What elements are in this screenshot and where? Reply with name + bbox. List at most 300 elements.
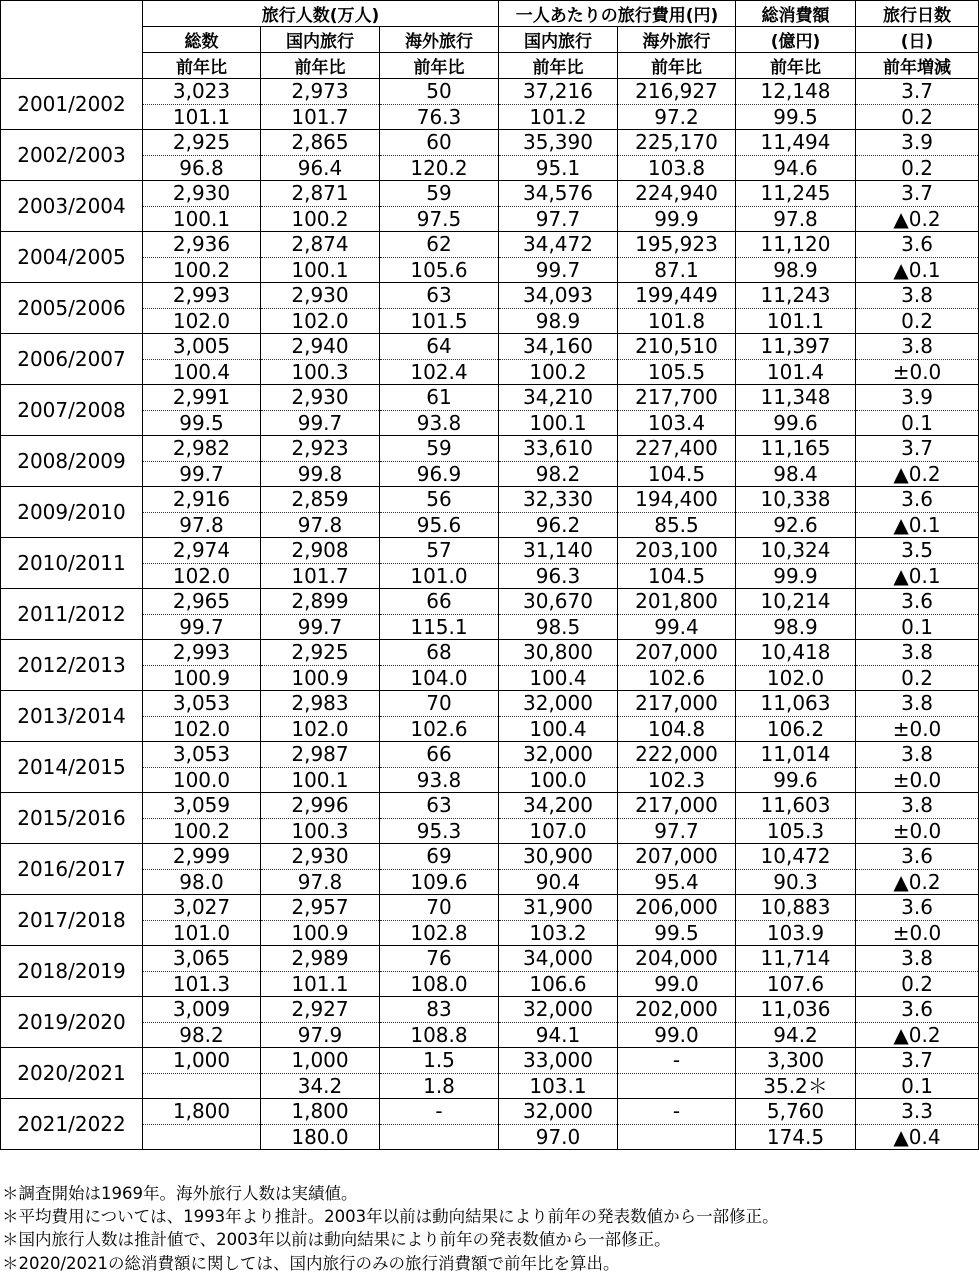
value-cell-cost-dom: 34,200 bbox=[499, 793, 618, 819]
value-cell-total-yoy: 99.7 bbox=[143, 615, 261, 640]
value-cell-cost-dom-yoy: 96.3 bbox=[499, 564, 618, 589]
header-col-cost-domestic: 国内旅行 bbox=[499, 27, 618, 53]
footnote: ＊調査開始は1969年。海外旅行人数は実績値。 bbox=[2, 1184, 358, 1203]
value-cell-cost-ovs: 201,800 bbox=[618, 589, 736, 615]
value-cell-cost-dom-yoy: 96.2 bbox=[499, 513, 618, 538]
year-cell: 2020/2021 bbox=[1, 1048, 143, 1099]
value-cell-domestic: 2,865 bbox=[261, 130, 380, 156]
table-row bbox=[1, 819, 979, 844]
value-cell-cost-ovs-yoy: 85.5 bbox=[618, 513, 736, 538]
table-row bbox=[1, 844, 979, 870]
table-row bbox=[1, 615, 979, 640]
value-cell-total: 2,916 bbox=[143, 487, 261, 513]
value-cell-ovs-yoy: 108.0 bbox=[380, 972, 499, 997]
value-cell-overseas: 69 bbox=[380, 844, 499, 870]
value-cell-dom-yoy: 101.7 bbox=[261, 564, 380, 589]
value-cell-cost-dom: 32,330 bbox=[499, 487, 618, 513]
value-cell-total: 3,059 bbox=[143, 793, 261, 819]
value-cell-spending-yoy: 92.6 bbox=[736, 513, 856, 538]
value-cell-total: 2,993 bbox=[143, 283, 261, 309]
table-row bbox=[1, 538, 979, 564]
value-cell-ovs-yoy: 101.0 bbox=[380, 564, 499, 589]
header-col-overseas: 海外旅行 bbox=[380, 27, 499, 53]
value-cell-total-yoy: 99.5 bbox=[143, 411, 261, 436]
value-cell-domestic: 2,930 bbox=[261, 283, 380, 309]
table-row bbox=[1, 181, 979, 207]
table-row bbox=[1, 309, 979, 334]
value-cell-spending: 11,714 bbox=[736, 946, 856, 972]
value-cell-spending: 11,397 bbox=[736, 334, 856, 360]
value-cell-spending-yoy: 90.3 bbox=[736, 870, 856, 895]
value-cell-overseas: 56 bbox=[380, 487, 499, 513]
value-cell-cost-ovs-yoy: 99.0 bbox=[618, 972, 736, 997]
value-cell-domestic: 2,957 bbox=[261, 895, 380, 921]
value-cell-cost-ovs: 217,000 bbox=[618, 691, 736, 717]
value-cell-total-yoy: 98.0 bbox=[143, 870, 261, 895]
table-row bbox=[1, 513, 979, 538]
value-cell-spending: 11,165 bbox=[736, 436, 856, 462]
value-cell-overseas: 63 bbox=[380, 793, 499, 819]
value-cell-spending-yoy: 106.2 bbox=[736, 717, 856, 742]
value-cell-overseas: - bbox=[380, 1099, 499, 1125]
value-cell-total: 2,993 bbox=[143, 640, 261, 666]
value-cell-spending-yoy: 98.9 bbox=[736, 258, 856, 283]
value-cell-total-yoy: 102.0 bbox=[143, 309, 261, 334]
year-cell: 2004/2005 bbox=[1, 232, 143, 283]
value-cell-cost-dom: 30,900 bbox=[499, 844, 618, 870]
year-cell: 2019/2020 bbox=[1, 997, 143, 1048]
value-cell-cost-ovs-yoy: 97.2 bbox=[618, 105, 736, 130]
value-cell-total: 3,005 bbox=[143, 334, 261, 360]
header-days-unit: (日) bbox=[856, 27, 979, 53]
value-cell-domestic: 2,927 bbox=[261, 997, 380, 1023]
value-cell-days: 3.8 bbox=[856, 334, 979, 360]
value-cell-domestic: 2,973 bbox=[261, 79, 380, 105]
year-cell: 2002/2003 bbox=[1, 130, 143, 181]
value-cell-total-yoy: 96.8 bbox=[143, 156, 261, 181]
value-cell-total-yoy: 98.2 bbox=[143, 1023, 261, 1048]
header-travel-days: 旅行日数 bbox=[856, 1, 979, 27]
value-cell-dom-yoy: 99.7 bbox=[261, 411, 380, 436]
value-cell-days: 3.8 bbox=[856, 946, 979, 972]
value-cell-ovs-yoy: 104.0 bbox=[380, 666, 499, 691]
value-cell-cost-dom-yoy: 97.0 bbox=[499, 1125, 618, 1150]
year-cell: 2009/2010 bbox=[1, 487, 143, 538]
table-row bbox=[1, 258, 979, 283]
value-cell-dom-yoy: 99.7 bbox=[261, 615, 380, 640]
value-cell-cost-dom: 30,670 bbox=[499, 589, 618, 615]
value-cell-cost-ovs-yoy: 99.9 bbox=[618, 207, 736, 232]
value-cell-spending: 11,245 bbox=[736, 181, 856, 207]
value-cell-dom-yoy: 100.2 bbox=[261, 207, 380, 232]
year-cell: 2013/2014 bbox=[1, 691, 143, 742]
table-row bbox=[1, 1048, 979, 1074]
value-cell-cost-dom: 32,000 bbox=[499, 742, 618, 768]
value-cell-cost-ovs-yoy: 102.6 bbox=[618, 666, 736, 691]
value-cell-cost-ovs-yoy: 104.5 bbox=[618, 462, 736, 487]
value-cell-domestic: 2,871 bbox=[261, 181, 380, 207]
value-cell-cost-ovs: 217,000 bbox=[618, 793, 736, 819]
value-cell-total-yoy: 100.1 bbox=[143, 207, 261, 232]
value-cell-cost-ovs: 222,000 bbox=[618, 742, 736, 768]
value-cell-days-change: ±0.0 bbox=[856, 921, 979, 946]
value-cell-cost-ovs: 207,000 bbox=[618, 640, 736, 666]
value-cell-total-yoy: 100.0 bbox=[143, 768, 261, 793]
value-cell-cost-dom: 33,610 bbox=[499, 436, 618, 462]
value-cell-ovs-yoy: 1.8 bbox=[380, 1074, 499, 1099]
value-cell-ovs-yoy: 108.8 bbox=[380, 1023, 499, 1048]
value-cell-cost-ovs-yoy: 99.0 bbox=[618, 1023, 736, 1048]
value-cell-cost-dom-yoy: 103.2 bbox=[499, 921, 618, 946]
footnotes bbox=[2, 1182, 977, 1275]
corner-cell bbox=[1, 1, 143, 79]
table-row bbox=[1, 360, 979, 385]
value-cell-ovs-yoy bbox=[380, 1125, 499, 1150]
header-col-cost-overseas: 海外旅行 bbox=[618, 27, 736, 53]
value-cell-cost-dom: 30,800 bbox=[499, 640, 618, 666]
value-cell-spending: 10,418 bbox=[736, 640, 856, 666]
value-cell-days: 3.6 bbox=[856, 589, 979, 615]
year-cell: 2018/2019 bbox=[1, 946, 143, 997]
value-cell-ovs-yoy: 102.6 bbox=[380, 717, 499, 742]
value-cell-days-change: ▲0.1 bbox=[856, 564, 979, 589]
table-row bbox=[1, 946, 979, 972]
value-cell-cost-dom-yoy: 90.4 bbox=[499, 870, 618, 895]
value-cell-days: 3.6 bbox=[856, 895, 979, 921]
value-cell-cost-ovs: 202,000 bbox=[618, 997, 736, 1023]
value-cell-total-yoy: 101.3 bbox=[143, 972, 261, 997]
value-cell-cost-dom-yoy: 98.9 bbox=[499, 309, 618, 334]
value-cell-ovs-yoy: 76.3 bbox=[380, 105, 499, 130]
header-travelers: 旅行人数(万人) bbox=[143, 1, 499, 27]
value-cell-spending-yoy: 99.6 bbox=[736, 768, 856, 793]
value-cell-total-yoy: 99.7 bbox=[143, 462, 261, 487]
header-yoy: 前年比 bbox=[261, 53, 380, 79]
value-cell-cost-ovs: - bbox=[618, 1099, 736, 1125]
value-cell-total: 1,800 bbox=[143, 1099, 261, 1125]
header-yoy: 前年比 bbox=[618, 53, 736, 79]
value-cell-days-change: 0.2 bbox=[856, 666, 979, 691]
value-cell-spending: 12,148 bbox=[736, 79, 856, 105]
value-cell-days: 3.8 bbox=[856, 742, 979, 768]
value-cell-days: 3.8 bbox=[856, 640, 979, 666]
value-cell-dom-yoy: 97.8 bbox=[261, 870, 380, 895]
value-cell-total-yoy: 101.0 bbox=[143, 921, 261, 946]
value-cell-ovs-yoy: 96.9 bbox=[380, 462, 499, 487]
value-cell-total-yoy: 100.4 bbox=[143, 360, 261, 385]
value-cell-overseas: 1.5 bbox=[380, 1048, 499, 1074]
value-cell-spending-yoy: 98.4 bbox=[736, 462, 856, 487]
value-cell-spending: 11,120 bbox=[736, 232, 856, 258]
value-cell-overseas: 59 bbox=[380, 436, 499, 462]
value-cell-overseas: 66 bbox=[380, 589, 499, 615]
value-cell-total: 3,065 bbox=[143, 946, 261, 972]
value-cell-overseas: 60 bbox=[380, 130, 499, 156]
value-cell-cost-dom: 32,000 bbox=[499, 691, 618, 717]
value-cell-dom-yoy: 100.9 bbox=[261, 666, 380, 691]
value-cell-ovs-yoy: 93.8 bbox=[380, 411, 499, 436]
value-cell-days-change: ±0.0 bbox=[856, 819, 979, 844]
year-cell: 2007/2008 bbox=[1, 385, 143, 436]
table-row bbox=[1, 79, 979, 105]
value-cell-overseas: 70 bbox=[380, 691, 499, 717]
value-cell-total: 2,936 bbox=[143, 232, 261, 258]
value-cell-cost-ovs-yoy: 87.1 bbox=[618, 258, 736, 283]
header-yoy: 前年比 bbox=[143, 53, 261, 79]
header-yoy-change: 前年増減 bbox=[856, 53, 979, 79]
value-cell-overseas: 61 bbox=[380, 385, 499, 411]
table-row bbox=[1, 487, 979, 513]
value-cell-days-change: ▲0.2 bbox=[856, 462, 979, 487]
value-cell-dom-yoy: 102.0 bbox=[261, 717, 380, 742]
table-row bbox=[1, 411, 979, 436]
value-cell-spending: 10,338 bbox=[736, 487, 856, 513]
year-cell: 2014/2015 bbox=[1, 742, 143, 793]
value-cell-domestic: 2,996 bbox=[261, 793, 380, 819]
value-cell-cost-dom: 34,472 bbox=[499, 232, 618, 258]
value-cell-ovs-yoy: 109.6 bbox=[380, 870, 499, 895]
value-cell-cost-dom: 35,390 bbox=[499, 130, 618, 156]
value-cell-domestic: 2,940 bbox=[261, 334, 380, 360]
value-cell-days-change: ±0.0 bbox=[856, 360, 979, 385]
value-cell-domestic: 2,989 bbox=[261, 946, 380, 972]
value-cell-days: 3.6 bbox=[856, 487, 979, 513]
value-cell-domestic: 2,908 bbox=[261, 538, 380, 564]
value-cell-cost-ovs-yoy: 95.4 bbox=[618, 870, 736, 895]
value-cell-spending: 11,243 bbox=[736, 283, 856, 309]
table-row bbox=[1, 717, 979, 742]
table-row bbox=[1, 1125, 979, 1150]
value-cell-cost-ovs-yoy: 103.8 bbox=[618, 156, 736, 181]
year-cell: 2006/2007 bbox=[1, 334, 143, 385]
value-cell-total-yoy: 100.2 bbox=[143, 258, 261, 283]
value-cell-cost-dom: 34,576 bbox=[499, 181, 618, 207]
value-cell-dom-yoy: 97.9 bbox=[261, 1023, 380, 1048]
value-cell-total-yoy: 102.0 bbox=[143, 564, 261, 589]
value-cell-cost-dom-yoy: 100.4 bbox=[499, 717, 618, 742]
value-cell-spending: 10,472 bbox=[736, 844, 856, 870]
value-cell-cost-dom: 31,140 bbox=[499, 538, 618, 564]
value-cell-days: 3.9 bbox=[856, 385, 979, 411]
value-cell-total: 1,000 bbox=[143, 1048, 261, 1074]
value-cell-overseas: 66 bbox=[380, 742, 499, 768]
value-cell-spending-yoy: 94.2 bbox=[736, 1023, 856, 1048]
value-cell-days: 3.9 bbox=[856, 130, 979, 156]
value-cell-spending-yoy: 103.9 bbox=[736, 921, 856, 946]
value-cell-cost-dom-yoy: 100.1 bbox=[499, 411, 618, 436]
value-cell-overseas: 64 bbox=[380, 334, 499, 360]
value-cell-cost-dom: 34,210 bbox=[499, 385, 618, 411]
value-cell-domestic: 2,925 bbox=[261, 640, 380, 666]
value-cell-spending-yoy: 102.0 bbox=[736, 666, 856, 691]
value-cell-total: 2,991 bbox=[143, 385, 261, 411]
value-cell-ovs-yoy: 93.8 bbox=[380, 768, 499, 793]
table-row bbox=[1, 666, 979, 691]
value-cell-cost-ovs: 217,700 bbox=[618, 385, 736, 411]
value-cell-cost-ovs-yoy bbox=[618, 1074, 736, 1099]
table-row bbox=[1, 768, 979, 793]
header-yoy: 前年比 bbox=[736, 53, 856, 79]
table-row bbox=[1, 895, 979, 921]
value-cell-cost-dom-yoy: 103.1 bbox=[499, 1074, 618, 1099]
year-cell: 2003/2004 bbox=[1, 181, 143, 232]
value-cell-domestic: 2,930 bbox=[261, 385, 380, 411]
footnote: ＊国内旅行人数は推計値で、2003年以前は動向結果により前年の発表数値から一部修正。 bbox=[2, 1230, 671, 1250]
year-cell: 2001/2002 bbox=[1, 79, 143, 130]
value-cell-total-yoy bbox=[143, 1125, 261, 1150]
table-row bbox=[1, 334, 979, 360]
table-row bbox=[1, 283, 979, 309]
table-row bbox=[1, 1023, 979, 1048]
value-cell-days-change: 0.2 bbox=[856, 309, 979, 334]
header-spending-unit: (億円) bbox=[736, 27, 856, 53]
value-cell-ovs-yoy: 120.2 bbox=[380, 156, 499, 181]
value-cell-spending: 11,494 bbox=[736, 130, 856, 156]
value-cell-domestic: 2,874 bbox=[261, 232, 380, 258]
value-cell-overseas: 70 bbox=[380, 895, 499, 921]
value-cell-cost-dom: 37,216 bbox=[499, 79, 618, 105]
value-cell-spending: 11,036 bbox=[736, 997, 856, 1023]
value-cell-days-change: 0.2 bbox=[856, 972, 979, 997]
header-cost-per-person: 一人あたりの旅行費用(円) bbox=[499, 1, 736, 27]
value-cell-dom-yoy: 102.0 bbox=[261, 309, 380, 334]
value-cell-cost-dom-yoy: 100.4 bbox=[499, 666, 618, 691]
value-cell-dom-yoy: 101.1 bbox=[261, 972, 380, 997]
value-cell-overseas: 62 bbox=[380, 232, 499, 258]
value-cell-cost-dom: 34,000 bbox=[499, 946, 618, 972]
value-cell-overseas: 83 bbox=[380, 997, 499, 1023]
value-cell-spending: 10,324 bbox=[736, 538, 856, 564]
value-cell-days-change: ▲0.2 bbox=[856, 207, 979, 232]
value-cell-cost-ovs: 227,400 bbox=[618, 436, 736, 462]
table-row bbox=[1, 589, 979, 615]
value-cell-cost-dom-yoy: 98.5 bbox=[499, 615, 618, 640]
value-cell-days: 3.6 bbox=[856, 844, 979, 870]
header-yoy: 前年比 bbox=[499, 53, 618, 79]
footnote: ＊平均費用については、1993年より推計。2003年以前は動向結果により前年の発表数値から一部修正。 bbox=[2, 1207, 779, 1227]
value-cell-cost-dom-yoy: 94.1 bbox=[499, 1023, 618, 1048]
value-cell-days-change: 0.2 bbox=[856, 105, 979, 130]
value-cell-total: 3,027 bbox=[143, 895, 261, 921]
value-cell-cost-ovs-yoy: 99.4 bbox=[618, 615, 736, 640]
year-cell: 2021/2022 bbox=[1, 1099, 143, 1150]
value-cell-dom-yoy: 96.4 bbox=[261, 156, 380, 181]
value-cell-total: 3,053 bbox=[143, 742, 261, 768]
value-cell-spending: 5,760 bbox=[736, 1099, 856, 1125]
value-cell-cost-ovs-yoy: 99.5 bbox=[618, 921, 736, 946]
value-cell-days-change: 0.1 bbox=[856, 1074, 979, 1099]
value-cell-cost-dom-yoy: 101.2 bbox=[499, 105, 618, 130]
value-cell-cost-ovs-yoy: 105.5 bbox=[618, 360, 736, 385]
value-cell-ovs-yoy: 95.6 bbox=[380, 513, 499, 538]
table-row bbox=[1, 130, 979, 156]
value-cell-spending-yoy: 99.6 bbox=[736, 411, 856, 436]
year-cell: 2015/2016 bbox=[1, 793, 143, 844]
value-cell-days: 3.3 bbox=[856, 1099, 979, 1125]
value-cell-total-yoy: 100.9 bbox=[143, 666, 261, 691]
value-cell-days-change: ±0.0 bbox=[856, 768, 979, 793]
value-cell-dom-yoy: 100.3 bbox=[261, 819, 380, 844]
value-cell-domestic: 1,800 bbox=[261, 1099, 380, 1125]
value-cell-cost-ovs: 207,000 bbox=[618, 844, 736, 870]
value-cell-spending-yoy: 94.6 bbox=[736, 156, 856, 181]
value-cell-days-change: 0.1 bbox=[856, 615, 979, 640]
header-col-domestic: 国内旅行 bbox=[261, 27, 380, 53]
value-cell-domestic: 2,930 bbox=[261, 844, 380, 870]
value-cell-overseas: 59 bbox=[380, 181, 499, 207]
value-cell-spending: 11,063 bbox=[736, 691, 856, 717]
table-row bbox=[1, 997, 979, 1023]
value-cell-overseas: 50 bbox=[380, 79, 499, 105]
value-cell-overseas: 63 bbox=[380, 283, 499, 309]
value-cell-total: 3,023 bbox=[143, 79, 261, 105]
value-cell-cost-ovs-yoy: 102.3 bbox=[618, 768, 736, 793]
value-cell-ovs-yoy: 101.5 bbox=[380, 309, 499, 334]
year-cell: 2016/2017 bbox=[1, 844, 143, 895]
value-cell-days: 3.7 bbox=[856, 1048, 979, 1074]
value-cell-days: 3.8 bbox=[856, 691, 979, 717]
value-cell-cost-dom: 34,160 bbox=[499, 334, 618, 360]
value-cell-days-change: ▲0.2 bbox=[856, 1023, 979, 1048]
value-cell-cost-dom-yoy: 107.0 bbox=[499, 819, 618, 844]
value-cell-domestic: 1,000 bbox=[261, 1048, 380, 1074]
value-cell-spending-yoy: 98.9 bbox=[736, 615, 856, 640]
table-row bbox=[1, 640, 979, 666]
value-cell-spending-yoy: 35.2＊ bbox=[736, 1074, 856, 1099]
value-cell-domestic: 2,899 bbox=[261, 589, 380, 615]
year-cell: 2010/2011 bbox=[1, 538, 143, 589]
value-cell-cost-ovs-yoy: 104.8 bbox=[618, 717, 736, 742]
value-cell-days-change: 0.1 bbox=[856, 411, 979, 436]
value-cell-spending: 11,348 bbox=[736, 385, 856, 411]
value-cell-spending-yoy: 101.1 bbox=[736, 309, 856, 334]
value-cell-ovs-yoy: 105.6 bbox=[380, 258, 499, 283]
value-cell-days-change: ▲0.1 bbox=[856, 513, 979, 538]
value-cell-cost-ovs-yoy: 103.4 bbox=[618, 411, 736, 436]
value-cell-spending: 10,883 bbox=[736, 895, 856, 921]
value-cell-cost-ovs: 225,170 bbox=[618, 130, 736, 156]
value-cell-days-change: ▲0.2 bbox=[856, 870, 979, 895]
value-cell-spending-yoy: 105.3 bbox=[736, 819, 856, 844]
value-cell-cost-dom-yoy: 99.7 bbox=[499, 258, 618, 283]
value-cell-dom-yoy: 101.7 bbox=[261, 105, 380, 130]
value-cell-dom-yoy: 100.3 bbox=[261, 360, 380, 385]
value-cell-cost-ovs: 224,940 bbox=[618, 181, 736, 207]
value-cell-days-change: ▲0.1 bbox=[856, 258, 979, 283]
value-cell-total: 2,930 bbox=[143, 181, 261, 207]
value-cell-spending: 10,214 bbox=[736, 589, 856, 615]
header-yoy: 前年比 bbox=[380, 53, 499, 79]
value-cell-dom-yoy: 180.0 bbox=[261, 1125, 380, 1150]
value-cell-total-yoy: 97.8 bbox=[143, 513, 261, 538]
value-cell-ovs-yoy: 97.5 bbox=[380, 207, 499, 232]
value-cell-days: 3.5 bbox=[856, 538, 979, 564]
value-cell-total: 2,925 bbox=[143, 130, 261, 156]
value-cell-total: 2,982 bbox=[143, 436, 261, 462]
value-cell-spending-yoy: 97.8 bbox=[736, 207, 856, 232]
table-row bbox=[1, 742, 979, 768]
year-cell: 2011/2012 bbox=[1, 589, 143, 640]
value-cell-cost-ovs: 210,510 bbox=[618, 334, 736, 360]
value-cell-spending: 11,603 bbox=[736, 793, 856, 819]
value-cell-dom-yoy: 34.2 bbox=[261, 1074, 380, 1099]
value-cell-ovs-yoy: 95.3 bbox=[380, 819, 499, 844]
year-cell: 2008/2009 bbox=[1, 436, 143, 487]
value-cell-cost-ovs: 195,923 bbox=[618, 232, 736, 258]
value-cell-spending: 11,014 bbox=[736, 742, 856, 768]
table-row bbox=[1, 1099, 979, 1125]
value-cell-spending-yoy: 99.9 bbox=[736, 564, 856, 589]
